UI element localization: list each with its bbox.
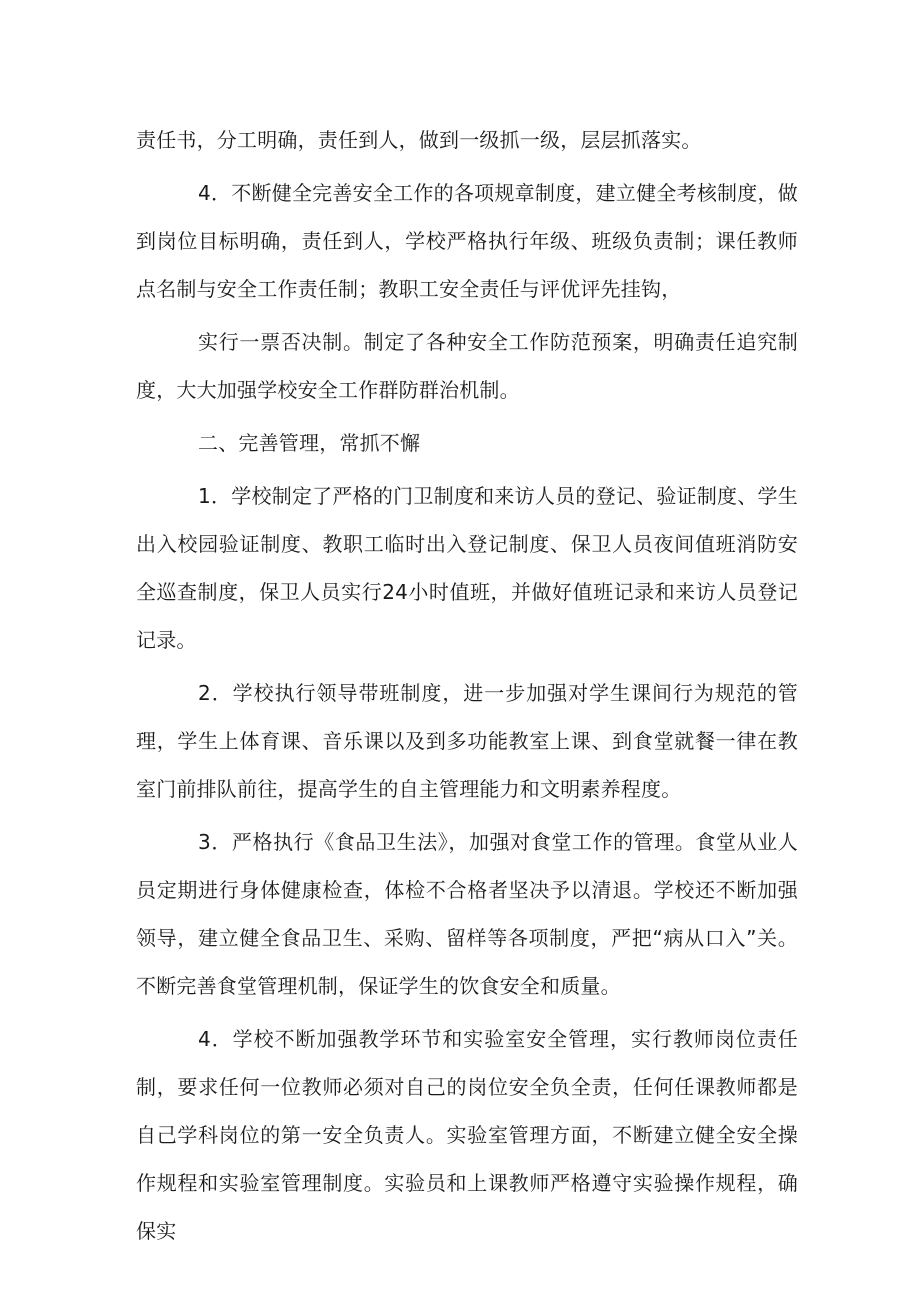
paragraph-item-4: 4．学校不断加强教学环节和实验室安全管理，实行教师岗位责任制，要求任何一位教师必须对自己的岗位安全负全责，任何任课教师都是自己学科岗位的第一安全负责人。实验室管理方面，不断建立健全安全操作规程和实验室管理制度。实验员和上课教师严格遵守实验操作规程，确保实	[136, 1027, 798, 1243]
document-body	[136, 116, 798, 1260]
paragraph-2: 4．不断健全完善安全工作的各项规章制度，建立健全考核制度，做到岗位目标明确，责任到人，学校严格执行年级、班级负责制；课任教师点名制与安全工作责任制；教职工安全责任与评优评先挂钩，	[136, 181, 798, 301]
paragraph-item-3: 3．严格执行《食品卫生法》，加强对食堂工作的管理。食堂从业人员定期进行身体健康检查，体检不合格者坚决予以清退。学校还不断加强领导，建立健全食品卫生、采购、留样等各项制度，严把“病从口入”关。不断完善食堂管理机制，保证学生的饮食安全和质量。	[136, 830, 798, 998]
section-heading: 二、完善管理，常抓不懈	[198, 431, 421, 455]
paragraph-item-2: 2．学校执行领导带班制度，进一步加强对学生课间行为规范的管理，学生上体育课、音乐课以及到多功能教室上课、到食堂就餐一律在教室门前排队前往，提高学生的自主管理能力和文明素养程度。	[136, 681, 798, 801]
paragraph-3: 实行一票否决制。制定了各种安全工作防范预案，明确责任追究制度，大大加强学校安全工作群防群治机制。	[136, 330, 798, 402]
paragraph-item-1: 1．学校制定了严格的门卫制度和来访人员的登记、验证制度、学生出入校园验证制度、教职工临时出入登记制度、保卫人员夜间值班消防安全巡查制度，保卫人员实行24小时值班，并做好值班记录和来访人员登记记录。	[136, 484, 798, 652]
paragraph-1: 责任书，分工明确，责任到人，做到一级抓一级，层层抓落实。	[136, 128, 702, 152]
